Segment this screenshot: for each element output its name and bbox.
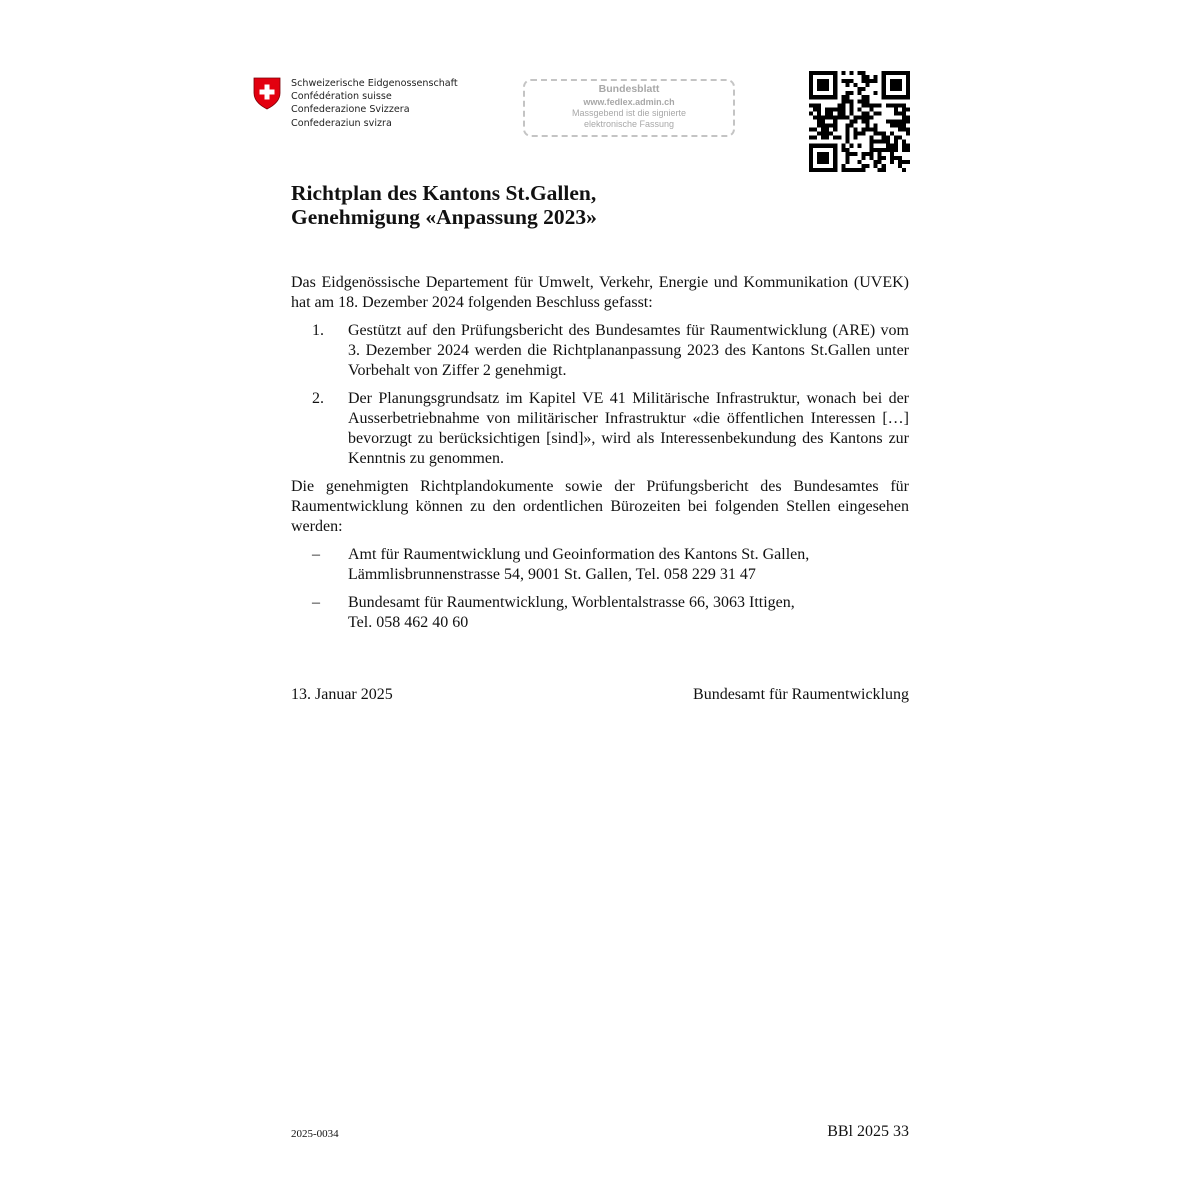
- confederation-name-rm: Confederaziun svizra: [291, 117, 392, 129]
- swiss-shield-icon: [253, 77, 281, 110]
- qr-code-icon: [809, 71, 910, 172]
- location-line-2: Tel. 058 462 40 60: [348, 614, 469, 631]
- signature-block: [291, 685, 909, 705]
- title-line-1: Richtplan des Kantons St.Gallen,: [291, 181, 597, 205]
- location-bullet: –: [312, 594, 320, 611]
- confederation-name-fr: Confédération suisse: [291, 91, 392, 103]
- decision-number: 1.: [312, 322, 324, 339]
- stamp-title: Bundesblatt: [598, 83, 660, 95]
- decision-item-1: [291, 321, 909, 381]
- location-line-1: Amt für Raumentwicklung und Geoinformation des Kantons St. Gallen,: [348, 546, 810, 563]
- document-number: 2025-0034: [291, 1128, 339, 1140]
- bundesblatt-stamp: [523, 79, 735, 137]
- confederation-name-de: Schweizerische Eidgenossenschaft: [291, 78, 458, 89]
- stamp-note-line1: Massgebend ist die signierte: [571, 108, 687, 118]
- availability-paragraph: Die genehmigten Richtplandokumente sowie der Prüfungsbericht des Bundesamtes für Raumentwicklung können zu den ordentlichen Bürozeiten bei folgenden Stellen eingesehen werden:: [291, 478, 909, 535]
- confederation-names: [291, 77, 458, 130]
- decision-text: Gestützt auf den Prüfungsbericht des Bundesamtes für Raumentwicklung (ARE) vom 3. Dezember 2024 werden die Richtplananpassung 2023 des Kantons St.Gallen unter Vorbehalt von Ziffer 2 genehmigt.: [348, 322, 909, 379]
- location-bullet: –: [312, 546, 320, 563]
- location-text: [348, 545, 909, 585]
- bbl-reference: BBl 2025 33: [827, 1123, 909, 1140]
- location-text: [348, 593, 909, 633]
- location-line-1: Bundesamt für Raumentwicklung, Worblentalstrasse 66, 3063 Ittigen,: [348, 594, 795, 611]
- document-body: [291, 273, 909, 641]
- decision-item-2: [291, 389, 909, 469]
- stamp-url: www.fedlex.admin.ch: [583, 97, 675, 107]
- issuing-authority: Bundesamt für Raumentwicklung: [693, 686, 909, 703]
- decision-text: Der Planungsgrundsatz im Kapitel VE 41 Militärische Infrastruktur, wonach bei der Ausserbetriebnahme von militärischer Infrastruktur «die öffentlichen Interessen […] bevorzugt zu berücksichtigen [sind]», wird als Interessenbekundung des Kantons zur Kenntnis zu genommen.: [348, 390, 909, 467]
- title-line-2: Genehmigung «Anpassung 2023»: [291, 205, 597, 229]
- confederation-name-it: Confederazione Svizzera: [291, 104, 410, 116]
- stamp-note-line2: elektronische Fassung: [583, 119, 675, 129]
- intro-paragraph: Das Eidgenössische Departement für Umwelt, Verkehr, Energie und Kommunikation (UVEK) hat am 18. Dezember 2024 folgenden Beschluss gefasst:: [291, 274, 909, 311]
- location-line-2: Lämmlisbrunnenstrasse 54, 9001 St. Gallen, Tel. 058 229 31 47: [348, 566, 756, 583]
- decision-number: 2.: [312, 390, 324, 407]
- location-item-2: [291, 593, 909, 633]
- location-item-1: [291, 545, 909, 585]
- document-title: [291, 181, 911, 229]
- document-date: 13. Januar 2025: [291, 686, 393, 703]
- confederation-logo: [253, 77, 458, 130]
